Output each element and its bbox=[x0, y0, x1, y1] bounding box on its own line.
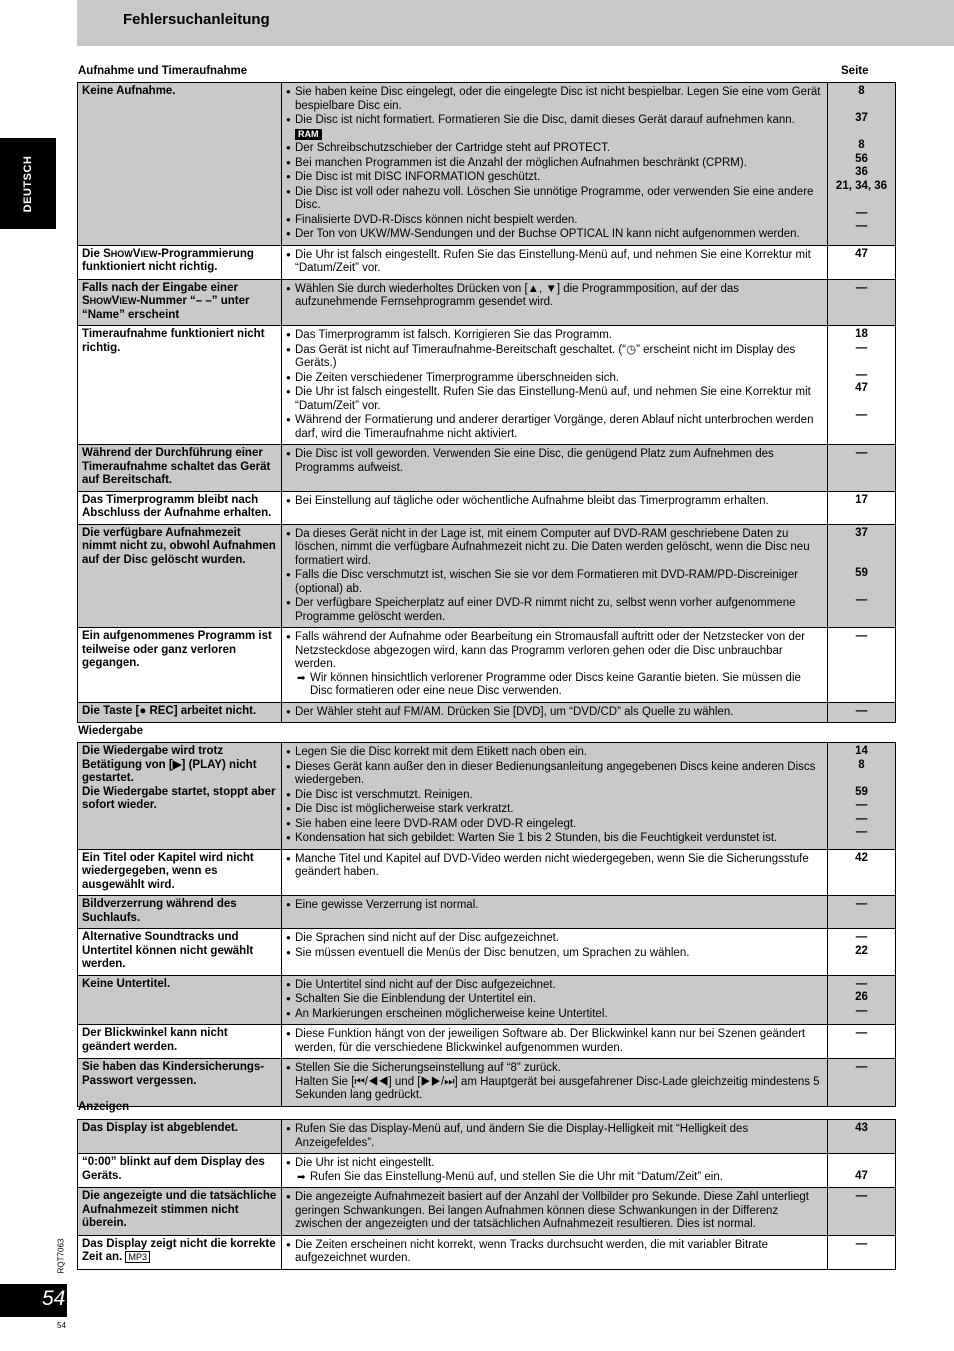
solution-item: ● Die Untertitel sind nicht auf der Disc aufgezeichnet. bbox=[286, 978, 823, 993]
solution-item: ● Manche Titel und Kapitel auf DVD-Video werden nicht wiedergegeben, wenn Sie die Sicherungsstufe geändert haben. bbox=[286, 852, 823, 880]
table-row bbox=[78, 524, 896, 628]
problem-cell: Alternative Soundtracks und Untertitel können nicht gewählt werden. bbox=[78, 929, 282, 976]
solution-item: ● Die Sprachen sind nicht auf der Disc aufgezeichnet. bbox=[286, 931, 823, 946]
page-cell bbox=[828, 743, 896, 850]
page-ref bbox=[832, 540, 891, 554]
solution-note: ➡ Rufen Sie das Einstellung-Menü auf, und stellen Sie die Uhr mit “Datum/Zeit” ein. bbox=[286, 1171, 823, 1185]
solution-cell bbox=[282, 445, 828, 492]
solution-item: ● Die Disc ist möglicherweise stark verkratzt. bbox=[286, 802, 823, 817]
problem-cell: Ein aufgenommenes Programm ist teilweise oder ganz verloren gegangen. bbox=[78, 628, 282, 703]
page-ref: — bbox=[855, 220, 868, 232]
solution-item: ● Die Uhr ist falsch eingestellt. Rufen Sie das Einstellung-Menü auf, und nehmen Sie eine Korrektur mit “Datum/Zeit” vor. bbox=[286, 248, 823, 276]
page-cell bbox=[828, 326, 896, 445]
page-ref: — bbox=[855, 341, 868, 354]
solution-item: ● Die Disc ist verschmutzt. Reinigen. bbox=[286, 788, 823, 803]
solution-item: ● Die Uhr ist falsch eingestellt. Rufen Sie das Einstellung-Menü auf, und nehmen Sie eine Korrektur mit “Datum/Zeit” vor. bbox=[286, 385, 823, 413]
problem-cell: Keine Untertitel. bbox=[78, 975, 282, 1025]
solution-cell bbox=[282, 1059, 828, 1107]
solution-item: ● Die Zeiten verschiedener Timerprogramme überschneiden sich. bbox=[286, 371, 823, 386]
solution-cell bbox=[282, 524, 828, 628]
troubleshooting-table-aufnahme bbox=[77, 82, 896, 723]
problem-cell: Timeraufnahme funktioniert nicht richtig. bbox=[78, 326, 282, 445]
table-row bbox=[78, 849, 896, 896]
problem-cell: Der Blickwinkel kann nicht geändert werden. bbox=[78, 1025, 282, 1059]
table-row bbox=[78, 1188, 896, 1236]
page-ref: — bbox=[855, 1027, 868, 1039]
problem-cell: Sie haben das Kindersicherungs-Passwort vergessen. bbox=[78, 1059, 282, 1107]
solution-item: ● Sie haben eine leere DVD-RAM oder DVD-R eingelegt. bbox=[286, 817, 823, 832]
solution-note: ➡ Wir können hinsichtlich verlorener Programme oder Discs keine Garantie bieten. Sie müssen die Disc formatieren oder eine neue Disc verwenden. bbox=[286, 672, 823, 699]
table-row bbox=[78, 279, 896, 326]
solution-cell bbox=[282, 279, 828, 326]
problem-cell: Die Taste [● REC] arbeitet nicht. bbox=[78, 702, 282, 723]
problem-cell: Die angezeigte und die tatsächliche Aufnahmezeit stimmen nicht überein. bbox=[78, 1188, 282, 1236]
table-row bbox=[78, 83, 896, 246]
table-row bbox=[78, 445, 896, 492]
page-ref: 21, 34, 36 bbox=[835, 179, 888, 192]
table-row bbox=[78, 975, 896, 1025]
page-cell bbox=[828, 975, 896, 1025]
solution-cell bbox=[282, 896, 828, 929]
page-title: Fehlersuchanleitung bbox=[123, 11, 270, 28]
solution-item: ● Schalten Sie die Einblendung der Untertitel ein. bbox=[286, 992, 823, 1007]
page-ref: 22 bbox=[855, 944, 868, 957]
page-ref: — bbox=[855, 1061, 868, 1073]
solution-item: ● Das Gerät ist nicht auf Timeraufnahme-Bereitschaft geschaltet. (“◷” erscheint nicht im Display des Geräts.) bbox=[286, 343, 823, 371]
troubleshooting-table-anzeigen bbox=[77, 1119, 896, 1270]
page-ref: — bbox=[855, 368, 868, 381]
solution-item: ● Dieses Gerät kann außer den in dieser Bedienungsanleitung angegebenen Discs keine anderen Discs wiedergeben. bbox=[286, 760, 823, 788]
page-ref: 8 bbox=[858, 139, 865, 151]
page-cell bbox=[828, 896, 896, 929]
page-ref: — bbox=[855, 630, 868, 642]
page-cell bbox=[828, 491, 896, 524]
page-ref: — bbox=[855, 409, 868, 421]
page-ref: 42 bbox=[855, 851, 868, 864]
solution-item: ● Falls während der Aufnahme oder Bearbeitung ein Stromausfall auftritt oder der Netzstecker von der Netzsteckdose abgezogen wird, kann das Programm verloren gehen oder die Disc unbrauchbar werden. bbox=[286, 630, 823, 672]
solution-item: ● Die Disc ist voll oder nahezu voll. Löschen Sie unnötige Programme, oder verwenden Sie eine andere Disc. bbox=[286, 185, 823, 213]
page-ref: 14 bbox=[855, 745, 868, 757]
page-ref: 36 bbox=[855, 166, 868, 178]
solution-item: ● Die angezeigte Aufnahmezeit basiert auf der Anzahl der Vollbilder pro Sekunde. Diese Zahl unterliegt geringen Schwankungen. Bei langen Aufnahmen können diese Schwankungen in der Differenz zwischen der angezeigten und der tatsächlichen Aufnahmezeit resultieren. Dies ist normal. bbox=[286, 1190, 823, 1232]
solution-item: ● Der Wähler steht auf FM/AM. Drücken Sie [DVD], um “DVD/CD” als Quelle zu wählen. bbox=[286, 705, 823, 720]
solution-cell bbox=[282, 1025, 828, 1059]
problem-cell: Die verfügbare Aufnahmezeit nimmt nicht zu, obwohl Aufnahmen auf der Disc gelöscht wurden. bbox=[78, 524, 282, 628]
page-cell bbox=[828, 1188, 896, 1236]
solution-item: ● Legen Sie die Disc korrekt mit dem Etikett nach oben ein. bbox=[286, 745, 823, 760]
page-cell bbox=[828, 1025, 896, 1059]
solution-cell bbox=[282, 1188, 828, 1236]
page-ref bbox=[832, 99, 891, 113]
table-row bbox=[78, 1059, 896, 1107]
document-code: RQT7063 bbox=[56, 1238, 66, 1274]
page-ref: — bbox=[855, 826, 868, 838]
solution-item: ● Da dieses Gerät nicht in der Lage ist, mit einem Computer auf DVD-RAM geschriebene Daten zu löschen, nimmt die verfügbare Aufnahmezeit nicht zu. Die Daten werden gelöscht, wenn die Disc neu formatiert wird. bbox=[286, 527, 823, 569]
solution-cell bbox=[282, 1235, 828, 1269]
solution-cell bbox=[282, 1120, 828, 1154]
solution-item: ● Während der Formatierung und anderer derartiger Vorgänge, deren Ablauf nicht unterbrochen werden darf, wird die Timeraufnahme nicht aktiviert. bbox=[286, 413, 823, 441]
solution-item: ● Die Zeiten erscheinen nicht korrekt, wenn Tracks durchsucht werden, die mit variabler Bitrate aufgezeichnet wurden. bbox=[286, 1238, 823, 1266]
page-cell bbox=[828, 1120, 896, 1154]
page-ref: — bbox=[855, 206, 868, 219]
page-ref: 47 bbox=[855, 247, 868, 260]
table-row bbox=[78, 326, 896, 445]
page-cell bbox=[828, 1154, 896, 1188]
page-ref: 17 bbox=[855, 493, 868, 506]
page-ref: — bbox=[855, 898, 868, 910]
solution-cell bbox=[282, 491, 828, 524]
header-band bbox=[77, 0, 954, 46]
page-ref: — bbox=[855, 704, 868, 717]
solution-cell bbox=[282, 83, 828, 246]
page-ref: 59 bbox=[855, 785, 868, 798]
page-cell bbox=[828, 1059, 896, 1107]
page-ref: — bbox=[855, 1237, 868, 1250]
solution-item: ● Sie haben keine Disc eingelegt, oder die eingelegte Disc ist nicht bespielbar. Legen Sie eine vom Gerät bespielbare Disc ein. bbox=[286, 85, 823, 113]
solution-cell bbox=[282, 1154, 828, 1188]
problem-cell: Die SHOWVIEW-Programmierung funktioniert nicht richtig. bbox=[78, 245, 282, 279]
page-ref bbox=[832, 355, 891, 369]
solution-item: ● Die Disc ist nicht formatiert. Formatieren Sie die Disc, damit dieses Gerät darauf aufnehmen kann. RAM bbox=[286, 113, 823, 141]
page-ref: 37 bbox=[855, 526, 868, 539]
page-ref: 18 bbox=[855, 328, 868, 340]
solution-item: ● Die Uhr ist nicht eingestellt. bbox=[286, 1156, 823, 1171]
page-cell bbox=[828, 524, 896, 628]
problem-cell: “0:00” blinkt auf dem Display des Geräts. bbox=[78, 1154, 282, 1188]
solution-item: ● Der Ton von UKW/MW-Sendungen und der Buchse OPTICAL IN kann nicht aufgenommen werden. bbox=[286, 227, 823, 242]
solution-item: ● Bei Einstellung auf tägliche oder wöchentliche Aufnahme bleibt das Timerprogramm erhalten. bbox=[286, 494, 823, 509]
problem-cell: Keine Aufnahme. bbox=[78, 83, 282, 246]
solution-item: ● Stellen Sie die Sicherungseinstellung auf “8” zurück. bbox=[286, 1061, 823, 1076]
mp3-badge: MP3 bbox=[125, 1251, 150, 1263]
section-heading-anzeigen: Anzeigen bbox=[78, 1101, 130, 1113]
page-cell bbox=[828, 849, 896, 896]
table-row bbox=[78, 245, 896, 279]
language-tab bbox=[0, 138, 56, 229]
page-ref bbox=[832, 772, 891, 786]
solution-item: ● Das Timerprogramm ist falsch. Korrigieren Sie das Programm. bbox=[286, 328, 823, 343]
column-heading-seite: Seite bbox=[841, 65, 869, 77]
table-row bbox=[78, 491, 896, 524]
page-cell bbox=[828, 279, 896, 326]
table-row bbox=[78, 1235, 896, 1269]
page-ref: — bbox=[855, 1190, 868, 1202]
section-heading-wiedergabe: Wiedergabe bbox=[78, 725, 144, 737]
page-ref: — bbox=[855, 977, 868, 990]
page-cell bbox=[828, 1235, 896, 1269]
solution-item: ● Diese Funktion hängt von der jeweiligen Software ab. Der Blickwinkel kann nur bei Szenen geändert werden, für die verschiedene Blickwinkel aufgenommen wurden. bbox=[286, 1027, 823, 1055]
page-ref bbox=[832, 193, 891, 207]
page-ref: — bbox=[855, 931, 868, 943]
page-number-box bbox=[0, 1284, 67, 1317]
solution-item: ● Die Disc ist mit DISC INFORMATION geschützt. bbox=[286, 170, 823, 185]
solution-item: ● Eine gewisse Verzerrung ist normal. bbox=[286, 898, 823, 913]
page-ref: — bbox=[855, 281, 868, 294]
solution-item: ● An Markierungen erscheinen möglicherweise keine Untertitel. bbox=[286, 1007, 823, 1022]
page-cell bbox=[828, 245, 896, 279]
page-ref: 56 bbox=[855, 152, 868, 165]
problem-cell: Das Display zeigt nicht die korrekte Zeit an. MP3 bbox=[78, 1235, 282, 1269]
problem-cell: Ein Titel oder Kapitel wird nicht wiedergegeben, wenn es ausgewählt wird. bbox=[78, 849, 282, 896]
page-ref: 8 bbox=[858, 85, 865, 97]
table-row bbox=[78, 896, 896, 929]
solution-item: ● Finalisierte DVD-R-Discs können nicht bespielt werden. bbox=[286, 213, 823, 228]
solution-cell bbox=[282, 628, 828, 703]
page-ref: — bbox=[855, 594, 868, 606]
table-row bbox=[78, 628, 896, 703]
problem-cell: Das Display ist abgeblendet. bbox=[78, 1120, 282, 1154]
section-heading-aufnahme: Aufnahme und Timeraufnahme bbox=[78, 65, 248, 77]
page-ref: 26 bbox=[855, 991, 868, 1003]
page-cell bbox=[828, 83, 896, 246]
table-row bbox=[78, 1120, 896, 1154]
solution-cell bbox=[282, 929, 828, 976]
page-ref bbox=[832, 1156, 891, 1170]
problem-cell: Bildverzerrung während des Suchlaufs. bbox=[78, 896, 282, 929]
page-ref: — bbox=[855, 1004, 868, 1017]
solution-cell bbox=[282, 975, 828, 1025]
solution-item: ● Rufen Sie das Display-Menü auf, und ändern Sie die Display-Helligkeit mit “Helligkeit des Anzeigefeldes”. bbox=[286, 1122, 823, 1150]
record-dot-icon: ● bbox=[139, 704, 147, 717]
page-ref bbox=[832, 396, 891, 410]
page-ref: 47 bbox=[855, 1169, 868, 1182]
page-cell bbox=[828, 445, 896, 492]
page-ref bbox=[832, 126, 891, 140]
solution-cell bbox=[282, 245, 828, 279]
table-row bbox=[78, 1154, 896, 1188]
solution-item: ● Wählen Sie durch wiederholtes Drücken von [▲, ▼] die Programmposition, auf der das aufzunehmende Fernsehprogramm gesendet wird. bbox=[286, 282, 823, 310]
page-ref: — bbox=[855, 812, 868, 825]
solution-note: Halten Sie [⏮/◀◀] und [▶▶/⏭] am Hauptgerät bei ausgefahrener Disc-Lade gleichzeitig mindestens 5 Sekunden lang gedrückt. bbox=[295, 1075, 820, 1101]
solution-item: ● Bei manchen Programmen ist die Anzahl der möglichen Aufnahmen beschränkt (CPRM). bbox=[286, 156, 823, 171]
page-ref: 8 bbox=[858, 758, 865, 771]
page-number: 54 bbox=[42, 1287, 66, 1310]
solution-cell bbox=[282, 702, 828, 723]
problem-cell: Falls nach der Eingabe einer SHOWVIEW-Nummer “– –” unter “Name” erscheint bbox=[78, 279, 282, 326]
page-number-small: 54 bbox=[57, 1321, 66, 1330]
table-row bbox=[78, 743, 896, 850]
page-ref bbox=[832, 554, 891, 568]
language-tab-label: DEUTSCH bbox=[22, 155, 34, 212]
solution-item: ● Der Schreibschutzschieber der Cartridge steht auf PROTECT. bbox=[286, 141, 823, 156]
problem-cell: Während der Durchführung einer Timeraufnahme schaltet das Gerät auf Bereitschaft. bbox=[78, 445, 282, 492]
page-ref: — bbox=[855, 799, 868, 811]
table-row bbox=[78, 1025, 896, 1059]
page-ref: 37 bbox=[855, 112, 868, 124]
page-ref bbox=[832, 581, 891, 595]
solution-item: ● Der verfügbare Speicherplatz auf einer DVD-R nimmt nicht zu, selbst wenn vorher aufgenommene Programme gelöscht werden. bbox=[286, 596, 823, 624]
table-row bbox=[78, 929, 896, 976]
page-cell bbox=[828, 628, 896, 703]
page-ref: — bbox=[855, 447, 868, 459]
solution-cell bbox=[282, 849, 828, 896]
solution-item: ● Sie müssen eventuell die Menüs der Disc benutzen, um Sprachen zu wählen. bbox=[286, 946, 823, 961]
page-cell bbox=[828, 929, 896, 976]
solution-item: ● Kondensation hat sich gebildet: Warten Sie 1 bis 2 Stunden, bis die Feuchtigkeit verdunstet ist. bbox=[286, 831, 823, 846]
problem-cell: Die Wiedergabe wird trotz Betätigung von [▶] (PLAY) nicht gestartet. Die Wiedergabe startet, stoppt aber sofort wieder. bbox=[78, 743, 282, 850]
solution-item: ● Die Disc ist voll geworden. Verwenden Sie eine Disc, die genügend Platz zum Aufnehmen des Programms aufweist. bbox=[286, 447, 823, 475]
table-row bbox=[78, 702, 896, 723]
solution-item: ● Falls die Disc verschmutzt ist, wischen Sie sie vor dem Formatieren mit DVD-RAM/PD-Discreiniger (optional) ab. bbox=[286, 568, 823, 596]
problem-cell: Das Timerprogramm bleibt nach Abschluss der Aufnahme erhalten. bbox=[78, 491, 282, 524]
page-ref: 47 bbox=[855, 382, 868, 394]
ram-badge: RAM bbox=[295, 129, 322, 140]
page-ref: 43 bbox=[855, 1122, 868, 1134]
troubleshooting-table-wiedergabe bbox=[77, 742, 896, 1107]
solution-cell bbox=[282, 326, 828, 445]
page-cell bbox=[828, 702, 896, 723]
page-ref: 59 bbox=[855, 567, 868, 579]
solution-cell bbox=[282, 743, 828, 850]
